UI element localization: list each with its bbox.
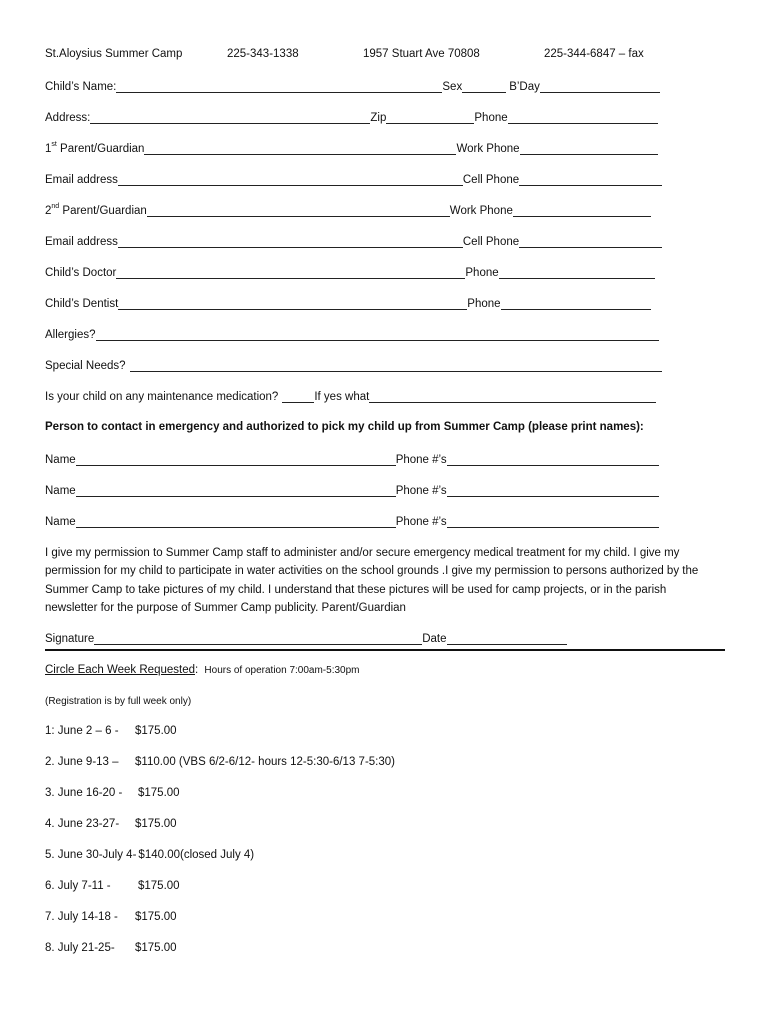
dentist-label: Child’s Dentist xyxy=(45,298,119,310)
cell-phone1-label: Cell Phone xyxy=(462,174,520,186)
special-needs-field[interactable] xyxy=(130,359,662,372)
email1-field[interactable] xyxy=(118,173,463,186)
emergency-contact-row-3 xyxy=(45,512,659,528)
emergency-name-field-2[interactable] xyxy=(76,484,396,497)
address-label: Address: xyxy=(45,112,91,124)
parent2-work-phone-field[interactable] xyxy=(513,204,651,217)
week-price: $110.00 (VBS 6/2-6/12- hours 12-5:30-6/13 7-5:30) xyxy=(135,756,395,768)
circle-week-label: Circle Each Week Requested xyxy=(45,664,195,676)
parent2-row xyxy=(45,201,651,217)
signature-row xyxy=(45,629,567,645)
week-price: $175.00 xyxy=(138,787,180,799)
date-field[interactable] xyxy=(447,632,567,645)
parent2-work-phone-label: Work Phone xyxy=(449,205,513,217)
emergency-contact-row-1 xyxy=(45,450,659,466)
allergies-field[interactable] xyxy=(96,328,659,341)
week-option-8[interactable] xyxy=(45,942,177,954)
doctor-field[interactable] xyxy=(116,266,465,279)
parent2-number: 2 xyxy=(45,205,52,217)
week-price: $175.00 xyxy=(135,942,177,954)
hours-of-operation: Hours of operation 7:00am-5:30pm xyxy=(204,665,360,676)
camp-phone: 225-343-1338 xyxy=(227,48,299,60)
emergency-phone-field-3[interactable] xyxy=(447,515,659,528)
emergency-heading: Person to contact in emergency and authorized to pick my child up from Summer Camp (please print names): xyxy=(45,421,644,433)
childs-name-label: Child’s Name: xyxy=(45,81,117,93)
parent1-ordinal: st xyxy=(51,141,57,148)
week-price: $140.00(closed July 4) xyxy=(138,849,255,861)
permission-paragraph: I give my permission to Summer Camp staff to administer and/or secure emergency medical treatment for my child. I give my permission for my child to participate in water activities on the school grounds .I give my permission to persons authorized by the Summer Camp to take pictures of my child. I understand that these pictures will be used for camp projects, or in the parish newsletter for the purpose of Summer Camp publicity. Parent/Guardian xyxy=(45,547,699,615)
week-option-4[interactable] xyxy=(45,818,177,830)
week-dates: 7. July 14-18 - xyxy=(45,911,118,923)
bday-label: B’Day xyxy=(509,81,540,93)
emergency-name-field-3[interactable] xyxy=(76,515,396,528)
weeks-header xyxy=(45,664,360,676)
medication-row xyxy=(45,387,656,403)
signature-field[interactable] xyxy=(94,632,422,645)
phone-field[interactable] xyxy=(508,111,658,124)
doctor-phone-field[interactable] xyxy=(499,266,655,279)
dentist-phone-field[interactable] xyxy=(501,297,651,310)
week-dates: 2. June 9-13 – xyxy=(45,756,119,768)
parent1-row xyxy=(45,139,658,155)
section-divider xyxy=(45,649,725,651)
emergency-name-label: Name xyxy=(45,454,76,466)
phone-label: Phone xyxy=(474,112,508,124)
medication-yesno-field[interactable] xyxy=(282,390,314,403)
address-field[interactable] xyxy=(90,111,370,124)
week-dates: 1: June 2 – 6 - xyxy=(45,725,119,737)
signature-label: Signature xyxy=(45,633,95,645)
week-option-2[interactable] xyxy=(45,756,395,768)
week-option-6[interactable] xyxy=(45,880,180,892)
email2-row xyxy=(45,232,662,248)
week-price: $175.00 xyxy=(135,911,177,923)
sex-field[interactable] xyxy=(462,80,506,93)
week-dates: 3. June 16-20 - xyxy=(45,787,123,799)
if-yes-label: If yes what xyxy=(314,391,370,403)
date-label: Date xyxy=(422,633,447,645)
parent1-work-phone-field[interactable] xyxy=(520,142,658,155)
cell-phone2-field[interactable] xyxy=(519,235,662,248)
emergency-contact-row-2 xyxy=(45,481,659,497)
emergency-name-label: Name xyxy=(45,485,76,497)
parent1-text: Parent/Guardian xyxy=(56,143,145,155)
allergies-label: Allergies? xyxy=(45,329,96,341)
parent1-label xyxy=(45,143,144,155)
week-dates: 4. June 23-27- xyxy=(45,818,120,830)
address-row xyxy=(45,108,658,124)
week-option-1[interactable] xyxy=(45,725,177,737)
allergies-row xyxy=(45,325,659,341)
special-needs-row xyxy=(45,356,662,372)
camp-fax: 225-344-6847 – fax xyxy=(544,48,644,60)
emergency-phone-label: Phone #’s xyxy=(395,516,447,528)
week-option-7[interactable] xyxy=(45,911,177,923)
week-dates: 6. July 7-11 - xyxy=(45,880,111,892)
emergency-phone-field-2[interactable] xyxy=(447,484,659,497)
camp-name: St.Aloysius Summer Camp xyxy=(45,48,183,60)
parent1-number: 1 xyxy=(45,143,52,155)
dentist-row xyxy=(45,294,651,310)
childs-name-row xyxy=(45,77,660,93)
zip-label: Zip xyxy=(370,112,387,124)
parent1-field[interactable] xyxy=(144,142,456,155)
zip-field[interactable] xyxy=(386,111,474,124)
doctor-row xyxy=(45,263,655,279)
parent2-field[interactable] xyxy=(147,204,450,217)
week-dates: 5. June 30-July 4- xyxy=(45,849,137,861)
week-dates: 8. July 21-25- xyxy=(45,942,115,954)
cell-phone1-field[interactable] xyxy=(519,173,662,186)
email1-label: Email address xyxy=(45,174,118,186)
week-price: $175.00 xyxy=(138,880,180,892)
circle-week-colon: : xyxy=(195,664,199,676)
parent2-ordinal: nd xyxy=(51,203,60,210)
emergency-phone-label: Phone #’s xyxy=(395,485,447,497)
doctor-phone-label: Phone xyxy=(465,267,499,279)
emergency-phone-field-1[interactable] xyxy=(447,453,659,466)
bday-field[interactable] xyxy=(540,80,660,93)
doctor-label: Child’s Doctor xyxy=(45,267,117,279)
sex-label: Sex xyxy=(442,81,463,93)
email1-row xyxy=(45,170,662,186)
dentist-phone-label: Phone xyxy=(467,298,501,310)
parent2-text: Parent/Guardian xyxy=(59,205,147,217)
medication-details-field[interactable] xyxy=(369,390,656,403)
camp-address: 1957 Stuart Ave 70808 xyxy=(363,48,480,60)
emergency-name-label: Name xyxy=(45,516,76,528)
registration-note: (Registration is by full week only) xyxy=(45,696,192,707)
week-option-5[interactable] xyxy=(45,849,254,861)
parent2-label xyxy=(45,205,147,217)
email2-label: Email address xyxy=(45,236,118,248)
parent1-work-phone-label: Work Phone xyxy=(456,143,520,155)
email2-field[interactable] xyxy=(118,235,463,248)
week-option-3[interactable] xyxy=(45,787,180,799)
special-needs-label: Special Needs? xyxy=(45,360,126,372)
dentist-field[interactable] xyxy=(118,297,467,310)
emergency-name-field-1[interactable] xyxy=(76,453,396,466)
emergency-phone-label: Phone #’s xyxy=(395,454,447,466)
week-price: $175.00 xyxy=(135,725,177,737)
childs-name-field[interactable] xyxy=(116,80,442,93)
cell-phone2-label: Cell Phone xyxy=(462,236,520,248)
week-price: $175.00 xyxy=(135,818,177,830)
medication-label: Is your child on any maintenance medication? xyxy=(45,391,279,403)
